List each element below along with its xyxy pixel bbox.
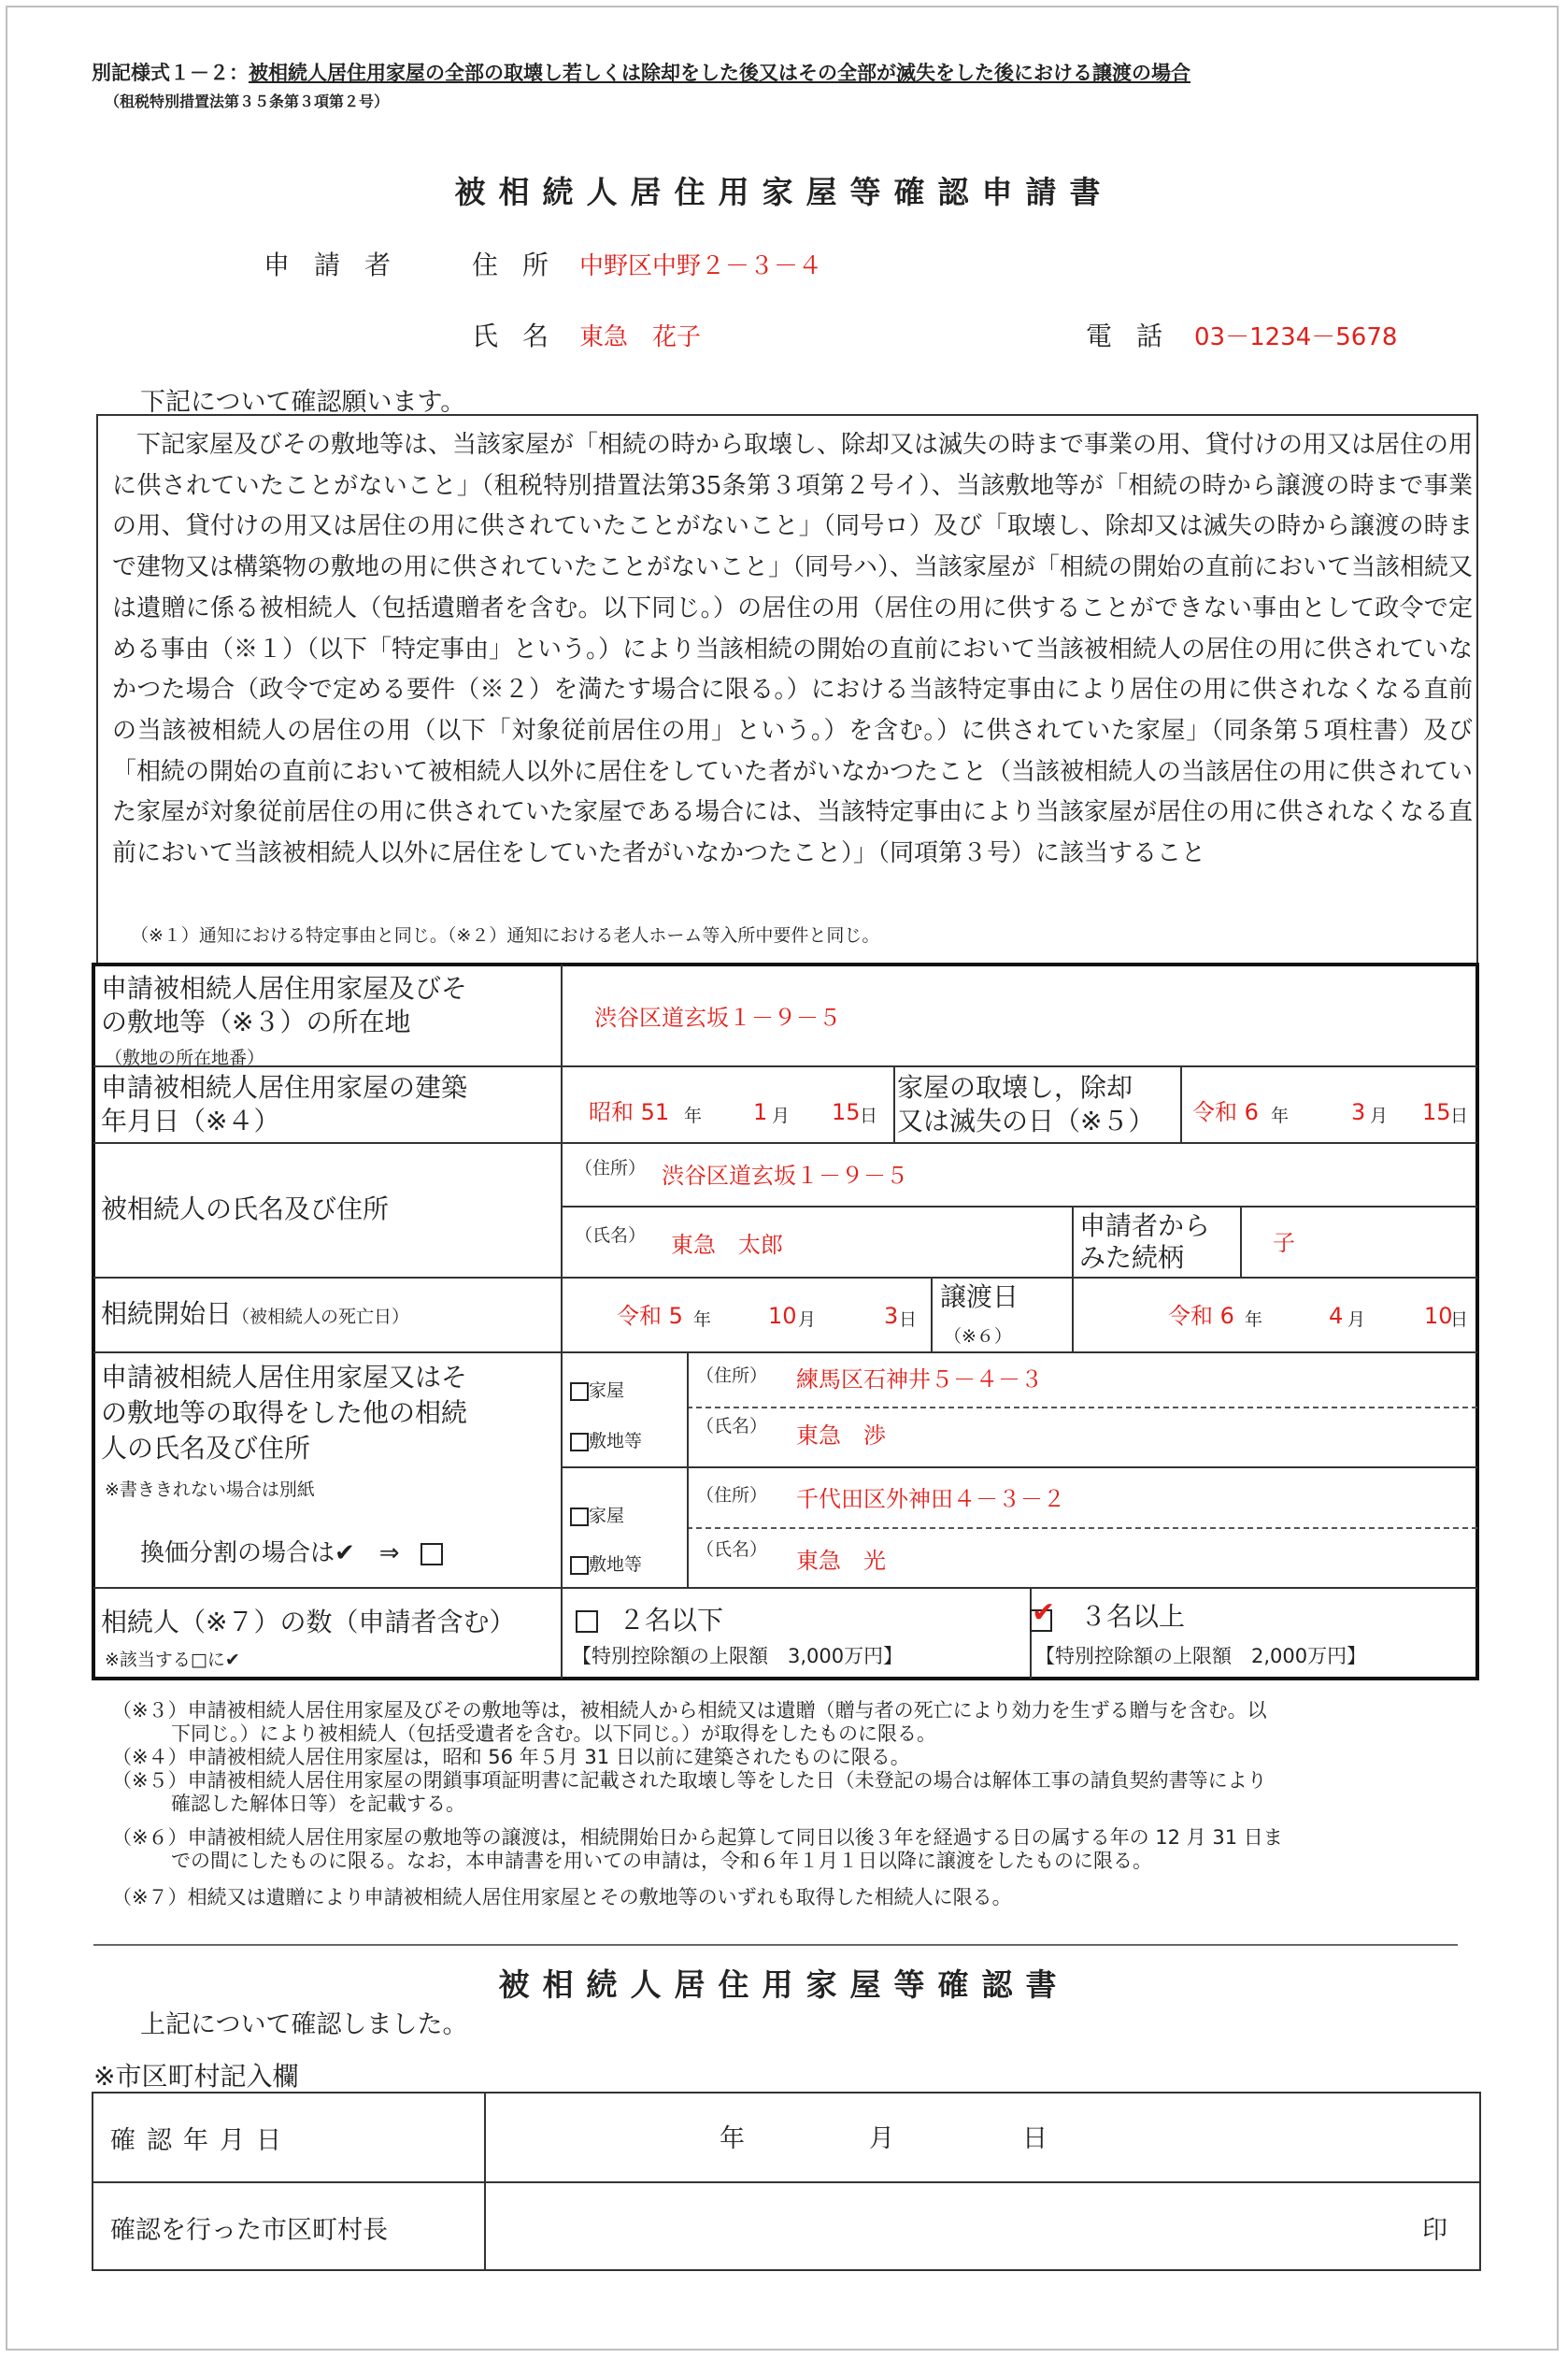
transfer-day-unit: 日 [1450, 1309, 1469, 1330]
decedent-address[interactable]: 渋谷区道玄坂１－９－５ [662, 1163, 908, 1189]
checkbox[interactable] [576, 1610, 598, 1633]
heir1-name[interactable]: 東急 渉 [796, 1422, 886, 1449]
col-divider [1072, 1206, 1074, 1277]
name-label: 氏名 [472, 321, 574, 351]
separator [93, 1944, 1458, 1946]
heir1-house-option[interactable]: 家屋 [570, 1374, 624, 1408]
applicant-label: 申請者 [264, 250, 416, 280]
col-divider [893, 1065, 895, 1142]
demolish-month-unit: 月 [1370, 1106, 1389, 1126]
heir2-name[interactable]: 東急 光 [796, 1548, 886, 1574]
demolish-day-unit: 日 [1450, 1106, 1469, 1126]
confirm-year[interactable]: 年 [720, 2124, 745, 2153]
footnote: （※３）申請被相続人居住用家屋及びその敷地等は，被相続人から相続又は遺贈（贈与者の死亡により効力を生ずる贈与を含む。以 [112, 1699, 1267, 1722]
col-divider [1180, 1065, 1182, 1142]
applicant-name[interactable]: 東急 花子 [579, 323, 702, 351]
row-divider [93, 1587, 1477, 1589]
heir2-address[interactable]: 千代田区外神田４－３－２ [796, 1486, 1065, 1512]
inherit-label: 相続開始日（被相続人の死亡日） [101, 1298, 410, 1329]
demolish-label-2: 又は滅失の日（※５） [897, 1106, 1155, 1136]
mayor-label: 確認を行った市区町村長 [110, 2216, 388, 2245]
footnote: （※４）申請被相続人居住用家屋は，昭和 56 年５月 31 日以前に建築されたものに限る。 [112, 1746, 910, 1768]
demolish-year-unit: 年 [1271, 1106, 1290, 1126]
heir1-name-tag: （氏名） [696, 1416, 768, 1436]
checkbox[interactable] [570, 1556, 589, 1575]
decedent-address-tag: （住所） [575, 1158, 647, 1179]
col-divider [931, 1277, 933, 1351]
row-divider [561, 1466, 1477, 1468]
phone-label: 電話 [1086, 321, 1188, 351]
transfer-label: 譲渡日 [940, 1281, 1019, 1312]
heir2-address-tag: （住所） [696, 1485, 768, 1506]
row-divider [93, 1065, 1477, 1067]
confirm-day[interactable]: 日 [1022, 2124, 1048, 2153]
form-header: 別記様式１－２：被相続人居住用家屋の全部の取壊し若しくは除却をした後又はその全部が滅失をした後における譲渡の場合 [92, 62, 1190, 84]
option-two-or-less[interactable]: ２名以下 [576, 1604, 723, 1637]
seal-mark[interactable]: 印 [1422, 2216, 1447, 2245]
row-divider [93, 1277, 1477, 1279]
applicant-address[interactable]: 中野区中野２－３－４ [579, 252, 823, 280]
checkbox[interactable] [570, 1433, 589, 1451]
row-divider [93, 1351, 1477, 1353]
option-three-or-more[interactable]: ✔ ３名以上 [1032, 1596, 1186, 1632]
inherit-sub: （被相続人の死亡日） [232, 1307, 410, 1327]
decedent-name-tag: （氏名） [575, 1225, 647, 1246]
footnote: 確認した解体日等）を記載する。 [112, 1793, 465, 1815]
footnote: での間にしたものに限る。なお，本申請書を用いての申請は，令和６年１月１日以降に譲渡をしたものに限る。 [112, 1850, 1152, 1872]
applicant-phone[interactable]: 03－1234－5678 [1194, 323, 1398, 351]
location-label-2: の敷地等（※３）の所在地 [101, 1007, 411, 1037]
relation-value[interactable]: 子 [1273, 1230, 1295, 1256]
certificate-confirmed: 上記について確認しました。 [140, 2010, 468, 2039]
decedent-name[interactable]: 東急 太郎 [671, 1232, 783, 1258]
relation-label-1: 申請者から [1079, 1210, 1211, 1241]
footnote: （※７）相続又は遺贈により申請被相続人居住用家屋とその敷地等のいずれも取得した相続人に限る。 [112, 1886, 1012, 1908]
col-divider [484, 2094, 486, 2269]
law-reference: （租税特別措置法第３５条第３項第２号） [105, 93, 390, 110]
decedent-label: 被相続人の氏名及び住所 [101, 1193, 390, 1224]
heir1-address-tag: （住所） [696, 1365, 768, 1386]
footnote: 下同じ。）により被相続人（包括受遺者を含む。以下同じ。）が取得をしたものに限る。 [112, 1722, 936, 1745]
municipal-note: ※市区町村記入欄 [93, 2061, 299, 2092]
statement-text: 下記家屋及びその敷地等は、当該家屋が「相続の時から取壊し、除却又は滅失の時まで事業の用、貸付けの用又は居住の用に供されていたことがないこと」（租税特別措置法第35条第３項第２号イ）、当該敷地等が「相続の時から譲渡の時まで事業の用、貸付けの用又は居住の用に供されていたことがないこと」（同号ロ）及び「取壊し、除却又は滅失の時から譲渡の時まで建物又は構築物の敷地の用に供されていたことがないこと」（同号ハ）、当該家屋が「相続の開始の直前において当該相続又は遺贈に係る被相続人（包括遺贈者を含む。以下同じ。）の居住の用（居住の用に供することができない事由として政令で定める事由（※１）（以下「特定事由」という。）により当該相続の開始の直前において当該被相続人の居住の用に供されていなかつた場合（政令で定める要件（※２）を満たす場合に限る。）における当該特定事由により居住の用に供されなくなる直前の当該被相続人の居住の用（以下「対象従前居住の用」という。）を含む。）に供されていた家屋」（同条第５項柱書）及び「相続の開始の直前において被相続人以外に居住をしていた者がいなかつたこと（当該被相続人の当該居住の用に供されていた家屋が対象従前居住の用に供されていた家屋である場合には、当該特定事由により当該家屋が居住の用に供されなくなる直前において当該被相続人以外に居住をしていた者がいなかつたこと）」（同項第３号）に該当すること [112, 431, 1474, 868]
inherit-month[interactable]: 10 [768, 1303, 797, 1329]
checkbox[interactable] [570, 1382, 589, 1401]
relation-label-2: みた続柄 [1079, 1242, 1185, 1273]
exchange-checkbox[interactable] [421, 1543, 443, 1565]
transfer-era-year[interactable]: 令和 6 [1168, 1303, 1234, 1329]
row-divider [561, 1206, 1477, 1208]
form-title: 被相続人居住用家屋等確認申請書 [454, 174, 1114, 210]
demolish-day[interactable]: 15 [1422, 1099, 1451, 1125]
row-divider [93, 1142, 1477, 1144]
checkbox-checked[interactable] [1030, 1596, 1058, 1632]
others-note: ※書ききれない場合は別紙 [105, 1479, 315, 1500]
row-divider [93, 2181, 1479, 2183]
inherit-day[interactable]: 3 [884, 1303, 899, 1329]
built-year-unit: 年 [684, 1106, 703, 1126]
heir2-house-option[interactable]: 家屋 [570, 1499, 624, 1533]
col-divider [1072, 1277, 1074, 1351]
others-label-1: 申請被相続人居住用家屋又はそ [101, 1362, 468, 1393]
others-label-2: の敷地等の取得をした他の相続 [101, 1397, 468, 1428]
built-day[interactable]: 15 [832, 1099, 861, 1125]
demolish-era-year[interactable]: 令和 6 [1192, 1099, 1259, 1125]
confirm-date-label: 確認年月日 [110, 2126, 292, 2155]
built-label-1: 申請被相続人居住用家屋の建築 [101, 1072, 468, 1103]
location-label-1: 申請被相続人居住用家屋及びそ [101, 973, 468, 1004]
built-era-year[interactable]: 昭和 51 [589, 1099, 670, 1125]
heir2-land-option[interactable]: 敷地等 [570, 1548, 642, 1581]
transfer-sub: （※６） [944, 1326, 1012, 1347]
inherit-month-unit: 月 [798, 1309, 817, 1330]
demolish-label-1: 家屋の取壊し，除却 [897, 1072, 1133, 1103]
transfer-month[interactable]: 4 [1329, 1303, 1344, 1329]
statement-notes: （※１）通知における特定事由と同じ。（※２）通知における老人ホーム等入所中要件と同じ。 [131, 925, 880, 946]
count-note: ※該当する□に✔ [105, 1650, 240, 1670]
built-day-unit: 日 [860, 1106, 878, 1126]
checkmark-icon: ✔ [1032, 1596, 1056, 1629]
transfer-year-unit: 年 [1245, 1309, 1263, 1330]
others-label-3: 人の氏名及び住所 [101, 1433, 311, 1464]
request-line: 下記について確認願います。 [140, 388, 466, 417]
transfer-day[interactable]: 10 [1424, 1303, 1453, 1329]
transfer-month-unit: 月 [1347, 1309, 1366, 1330]
heir1-land-option[interactable]: 敷地等 [570, 1424, 642, 1458]
heir2-name-tag: （氏名） [696, 1539, 768, 1560]
count-label: 相続人（※７）の数（申請者含む） [101, 1607, 516, 1637]
built-month-unit: 月 [772, 1106, 791, 1126]
footnote: （※５）申請被相続人居住用家屋の閉鎖事項証明書に記載された取壊し等をした日（未登記の場合は解体工事の請負契約書等により [112, 1769, 1267, 1792]
row-divider-dashed [687, 1527, 1477, 1529]
exchange-label: 換価分割の場合は✔ ⇒ [140, 1536, 443, 1570]
option-two-limit: 【特別控除額の上限額 3,000万円】 [572, 1645, 904, 1667]
option-three-limit: 【特別控除額の上限額 2,000万円】 [1035, 1645, 1367, 1667]
inherit-year-unit: 年 [693, 1309, 712, 1330]
inherit-day-unit: 日 [899, 1309, 918, 1330]
row-divider-dashed [687, 1407, 1477, 1408]
confirm-month[interactable]: 月 [869, 2124, 894, 2153]
inherit-era-year[interactable]: 令和 5 [617, 1303, 683, 1329]
col-divider [687, 1351, 689, 1587]
location-label-3: （敷地の所在地番） [105, 1048, 265, 1068]
checkbox[interactable] [570, 1508, 589, 1526]
heir1-address[interactable]: 練馬区石神井５－４－３ [796, 1366, 1043, 1393]
col-divider [1240, 1206, 1242, 1277]
address-label: 住所 [472, 250, 574, 280]
footnote: （※６）申請被相続人居住用家屋の敷地等の譲渡は，相続開始日から起算して同日以後３年を経過する日の属する年の 12 月 31 日ま [112, 1826, 1283, 1849]
certificate-title: 被相続人居住用家屋等確認書 [498, 1966, 1070, 2003]
form-description: 被相続人居住用家屋の全部の取壊し若しくは除却をした後又はその全部が滅失をした後における譲渡の場合 [249, 62, 1190, 84]
col-divider [561, 965, 563, 1679]
demolish-month[interactable]: 3 [1351, 1099, 1366, 1125]
built-month[interactable]: 1 [753, 1099, 768, 1125]
property-location[interactable]: 渋谷区道玄坂１－９－５ [594, 1005, 841, 1031]
built-label-2: 年月日（※４） [101, 1106, 280, 1136]
